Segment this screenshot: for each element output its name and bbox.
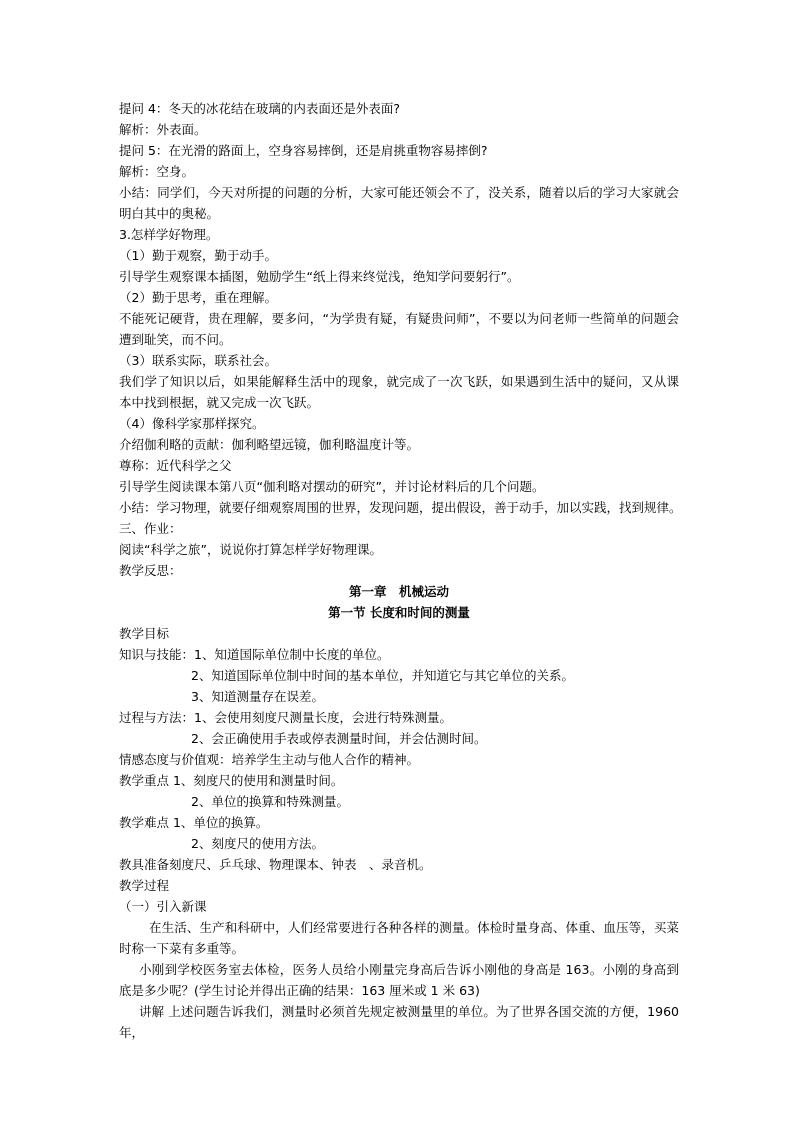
text-line: 教学目标 bbox=[119, 626, 170, 641]
text-line: 小结：学习物理，就要仔细观察周围的世界，发现问题，提出假设，善于动手，加以实践，找到规律。 bbox=[119, 500, 682, 515]
text-line: （1）勤于观察，勤于动手。 bbox=[119, 248, 277, 263]
text-line: 阅读“科学之旅”，说说你打算怎样学好物理课。 bbox=[119, 542, 382, 557]
text-line: 教学难点 1、单位的换算。 bbox=[119, 815, 269, 830]
text-line: 情感态度与价值观：培养学生主动与他人合作的精神。 bbox=[119, 752, 420, 767]
text-line: 教学过程 bbox=[119, 878, 170, 893]
section-title: 第一节 长度和时间的测量 bbox=[328, 605, 470, 620]
text-line: 教具准备刻度尺、乒乓球、物理课本、钟表 、录音机。 bbox=[119, 857, 432, 872]
text-line: 2、知道国际单位制中时间的基本单位，并知道它与其它单位的关系。 bbox=[191, 668, 574, 683]
text-line: 过程与方法：1、会使用刻度尺测量长度，会进行特殊测量。 bbox=[119, 710, 452, 725]
document-page bbox=[119, 98, 682, 1043]
text-line: 知识与技能：1、知道国际单位制中长度的单位。 bbox=[119, 647, 390, 662]
text-line: 解析：外表面。 bbox=[119, 122, 207, 137]
text-line: 引导学生阅读课本第八页“伽利略对摆动的研究”，并讨论材料后的几个问题。 bbox=[119, 479, 545, 494]
text-line: （3）联系实际，联系社会。 bbox=[119, 353, 277, 368]
text-line: 介绍伽利略的贡献：伽利略望远镜，伽利略温度计等。 bbox=[119, 437, 420, 452]
text-line: （一）引入新课 bbox=[119, 899, 207, 914]
text-line: 引导学生观察课本插图，勉励学生“纸上得来终觉浅，绝知学问要躬行”。 bbox=[119, 269, 520, 284]
text-line: （4）像科学家那样探究。 bbox=[119, 416, 265, 431]
text-line: 提问 5：在光滑的路面上，空身容易摔倒，还是肩挑重物容易摔倒? bbox=[119, 143, 488, 158]
text-line: 三、作业： bbox=[119, 521, 182, 536]
text-line: 解析：空身。 bbox=[119, 164, 195, 179]
chapter-title: 第一章 机械运动 bbox=[348, 584, 449, 599]
paragraph: 小结：同学们，今天对所提的问题的分析，大家可能还领会不了，没关系，随着以后的学习大家就会明白其中的奥秘。 bbox=[119, 185, 679, 221]
paragraph: 在生活、生产和科研中，人们经常要进行各种各样的测量。体检时量身高、体重、血压等，买菜时称一下菜有多重等。 bbox=[119, 920, 679, 956]
paragraph: 不能死记硬背，贵在理解，要多问，“为学贵有疑，有疑贵问师”，不要以为问老师一些简单的问题会遭到耻笑，而不问。 bbox=[119, 311, 679, 347]
text-line: 教学反思： bbox=[119, 563, 182, 578]
text-line: 3.怎样学好物理。 bbox=[119, 227, 219, 242]
text-line: 3、知道测量存在误差。 bbox=[191, 689, 324, 704]
text-line: 2、刻度尺的使用方法。 bbox=[191, 836, 324, 851]
text-line: 教学重点 1、刻度尺的使用和测量时间。 bbox=[119, 773, 344, 788]
text-line: （2）勤于思考，重在理解。 bbox=[119, 290, 277, 305]
text-line: 2、会正确使用手表或停表测量时间，并会估测时间。 bbox=[191, 731, 487, 746]
paragraph: 讲解 上述问题告诉我们，测量时必须首先规定被测量里的单位。为了世界各国交流的方便，1960 年， bbox=[119, 1004, 679, 1040]
text-line: 提问 4：冬天的冰花结在玻璃的内表面还是外表面? bbox=[119, 101, 401, 116]
paragraph: 小刚到学校医务室去体检，医务人员给小刚量完身高后告诉小刚他的身高是 163。小刚的身高到底是多少呢？(学生讨论并得出正确的结果：163 厘米或 1 米 63) bbox=[119, 962, 679, 998]
text-line: 尊称：近代科学之父 bbox=[119, 458, 232, 473]
paragraph: 我们学了知识以后，如果能解释生活中的现象，就完成了一次飞跃，如果遇到生活中的疑问，又从课本中找到根据，就又完成一次飞跃。 bbox=[119, 374, 679, 410]
text-line: 2、单位的换算和特殊测量。 bbox=[191, 794, 349, 809]
